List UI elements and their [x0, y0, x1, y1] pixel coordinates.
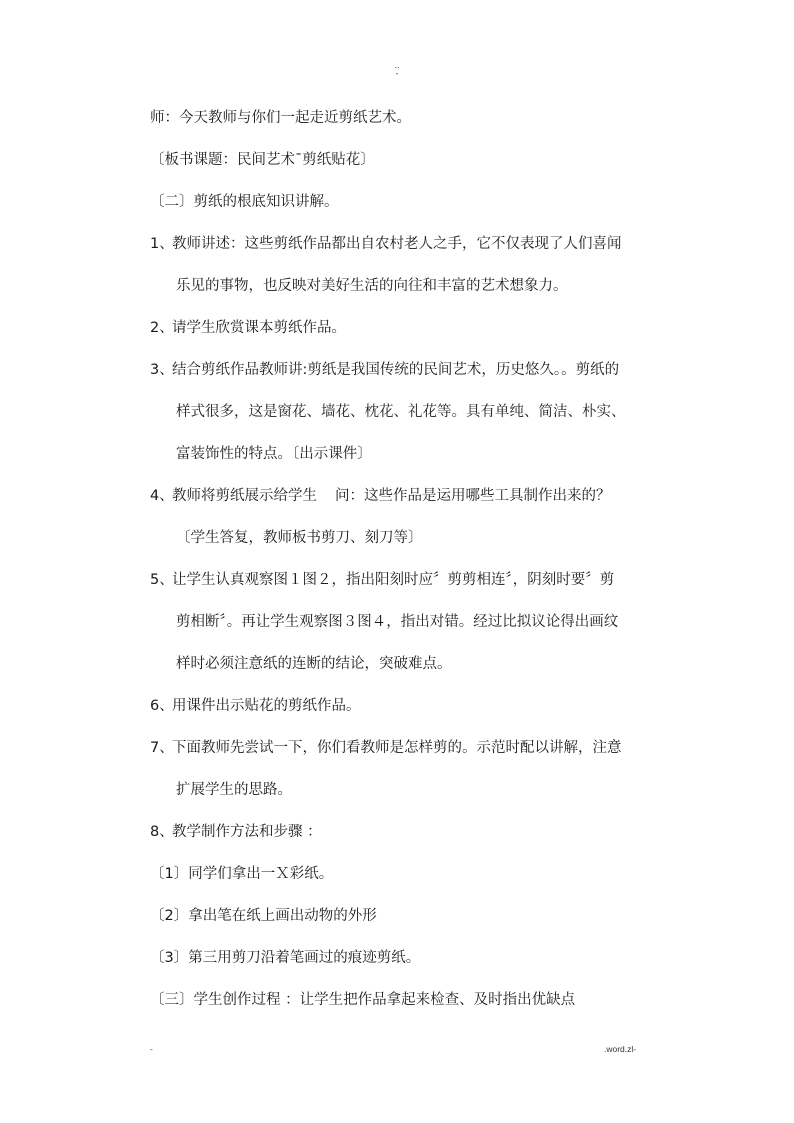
item-7-number: 7、 [150, 740, 174, 756]
item-2-line [150, 318, 346, 338]
item-1-text-a: 教师讲述：这些剪纸作品都出自农村老人之手，它不仅表现了人们喜闻 [172, 236, 622, 252]
section-three-heading: 〔三〕学生创作过程 ：让学生把作品拿起来检查、及时指出优缺点 [150, 992, 576, 1008]
item-7-line-1 [150, 738, 622, 758]
header-dash: - [395, 69, 399, 78]
item-6-number: 6、 [150, 698, 174, 714]
item-1-line-2: 乐见的事物，也反映对美好生活的向往和丰富的艺术想象力。 [176, 278, 568, 294]
step-1-line: 〔1〕同学们拿出一Ｘ彩纸。 [150, 866, 334, 882]
item-5-line-1 [150, 570, 614, 590]
item-4-line-2: 〔学生答复，教师板书剪刀、刻刀等〕 [176, 530, 423, 546]
item-2-text: 请学生欣赏课本剪纸作品。 [172, 320, 346, 336]
item-1-line-1 [150, 234, 622, 254]
item-3-line-1 [150, 360, 619, 380]
item-3-line-3: 富装饰性的特点。〔出示课件〕 [176, 446, 372, 462]
item-3-number: 3、 [150, 362, 174, 378]
item-4-text-a1: 教师将剪纸展示给学生 [172, 488, 317, 504]
item-3-line-2: 样式很多，这是窗花、墙花、枕花、礼花等。具有单纯、简洁、朴实、 [176, 404, 626, 420]
item-5-line-3: 样时必须注意纸的连断的结论，突破难点。 [176, 656, 452, 672]
item-5-text-a: 让学生认真观察图１图２，指出阳刻时应〞剪剪相连〞，阴刻时要〞剪 [172, 572, 615, 588]
item-4-text-a2: 问：这些作品是运用哪些工具制作出来的？ [335, 488, 611, 504]
item-5-line-2: 剪相断〞。再让学生观察图３图４，指出对错。经过比拟议论得出画纹 [176, 614, 619, 630]
page-header-mark [385, 62, 409, 78]
item-5-number: 5、 [150, 572, 174, 588]
item-2-number: 2、 [150, 320, 174, 336]
item-6-line [150, 696, 361, 716]
board-title-line: 〔板书课题：民间艺术¯剪纸贴花〕 [150, 152, 375, 168]
item-8-number: 8、 [150, 824, 174, 840]
item-6-text: 用课件出示贴花的剪纸作品。 [172, 698, 361, 714]
step-3-line: 〔3〕第三用剪刀沿着笔画过的痕迹剪纸。 [150, 950, 421, 966]
item-8-line [150, 822, 322, 842]
item-1-number: 1、 [150, 236, 174, 252]
footer-left-mark: - [150, 1044, 153, 1054]
footer-right-mark: .word.zl- [604, 1044, 637, 1054]
section-two-heading: 〔二〕剪纸的根底知识讲解。 [150, 194, 339, 210]
step-2-line: 〔2〕拿出笔在纸上画出动物的外形 [150, 908, 377, 924]
item-4-number: 4、 [150, 488, 174, 504]
item-7-line-2: 扩展学生的思路。 [176, 782, 292, 798]
item-7-text-a: 下面教师先尝试一下，你们看教师是怎样剪的。示范时配以讲解，注意 [172, 740, 622, 756]
item-3-text-a: 结合剪纸作品教师讲:剪纸是我国传统的民间艺术，历史悠久。。剪纸的 [172, 362, 620, 378]
header-dots: .. [394, 61, 400, 70]
item-4-line-1 [150, 486, 611, 506]
intro-line: 师：今天教师与你们一起走近剪纸艺术。 [150, 110, 411, 126]
item-8-text: 教学制作方法和步骤 ： [172, 824, 322, 840]
